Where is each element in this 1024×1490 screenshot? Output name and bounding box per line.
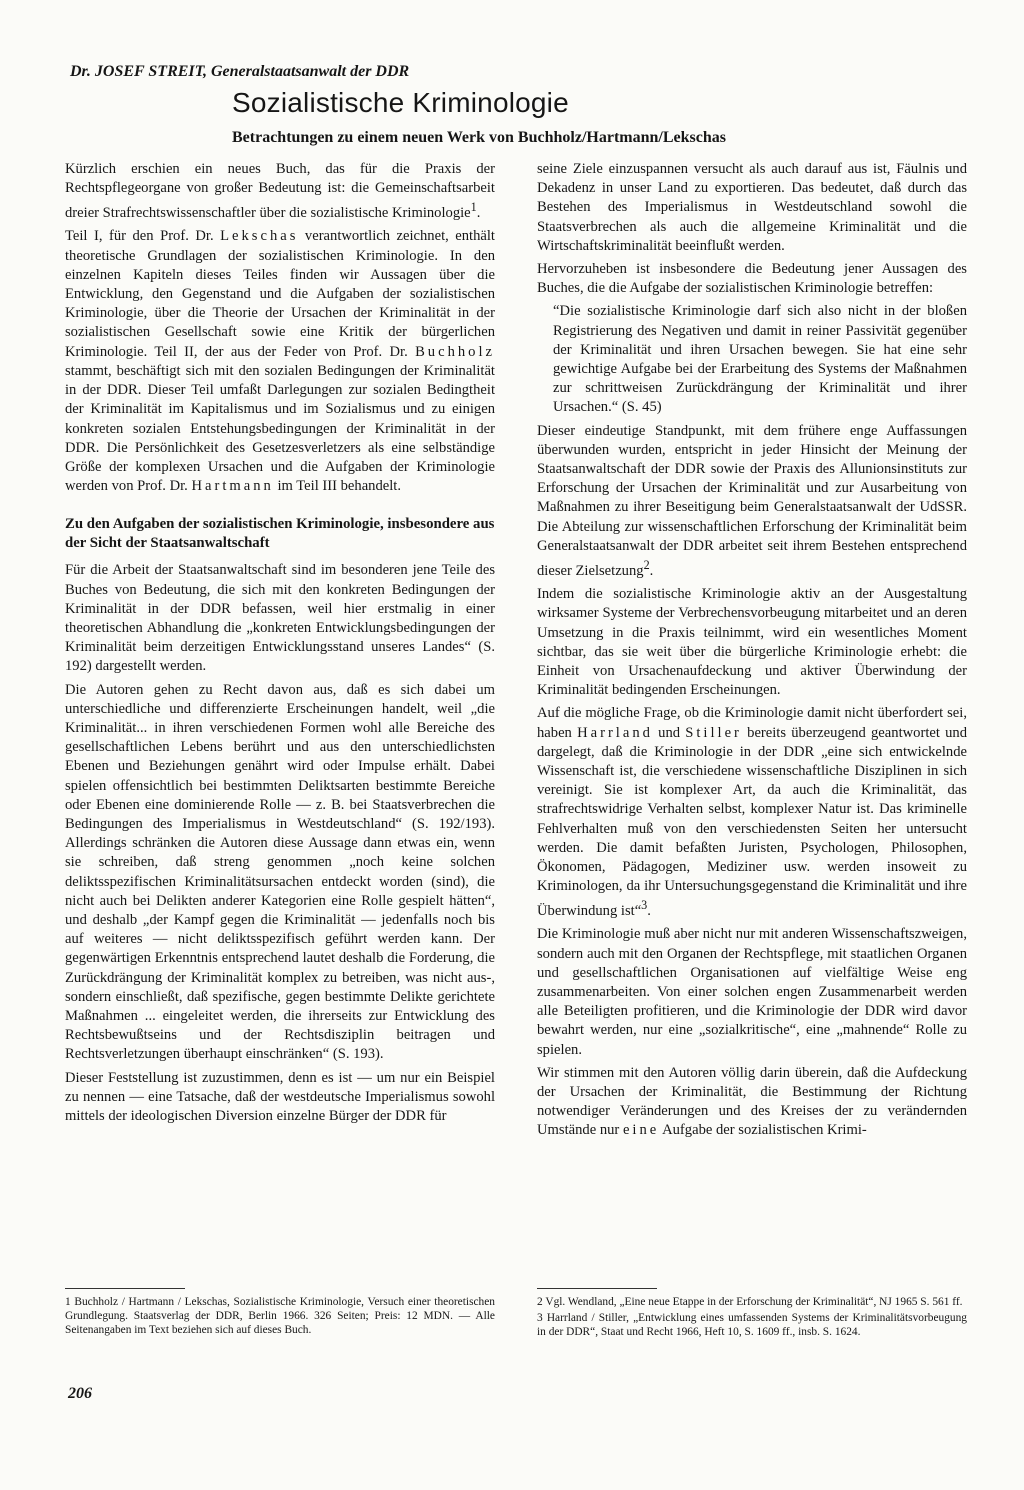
- footnotes-right: [537, 1295, 967, 1341]
- footnote: 3 Harrland / Stiller, „Entwicklung eines umfassenden Systems der Kriminalitätsvorbeugung in der DDR“, Staat und Recht 1966, Heft 10, S. 1609 ff., insb. S. 1624.: [537, 1312, 967, 1338]
- paragraph: Dieser eindeutige Standpunkt, mit dem frühere enge Auffassungen überwunden wurden, entspricht in jeder Hinsicht der Meinung der Staatsanwaltschaft der DDR sowie der Praxis des Allunionsinstituts zur Erforschung der Ursachen der Kriminalität und zur Ausarbeitung von Maßnahmen zu ihrer Beseitigung beim Generalstaatsanwalt der UdSSR. Die Abteilung zur wissenschaftlichen Erforschung der Kriminalität beim Generalstaatsanwalt der DDR arbeitet seit ihrem Bestehen entsprechend dieser Zielsetzung$^2$.: [537, 422, 967, 579]
- emphasis: eine: [622, 1122, 660, 1139]
- footnote-divider: [65, 1288, 185, 1289]
- article-subtitle: Betrachtungen zu einem neuen Werk von Buchholz/Hartmann/Lekschas: [232, 129, 726, 146]
- paragraph: Kürzlich erschien ein neues Buch, das für die Praxis der Rechtspflegeorgane von großer Bedeutung ist: die Gemeinschaftsarbeit dreier Strafrechtswissenschaftler über die sozialistische Kriminologie$^1$.: [65, 161, 495, 222]
- left-column: [65, 160, 495, 1130]
- paragraph: Auf die mögliche Frage, ob die Kriminologie damit nicht überfordert sei, haben Harrland und Stiller bereits überzeugend geantwortet und dargelegt, daß die Kriminologie in der DDR „eine sich entwickelnde Wissenschaft ist, die verschiedene wissenschaftliche Disziplinen in sich vereinigt. Sie ist komplexer Art, da auch die Kriminalität, das strafrechtswidrige Verhalten selbst, komplexer Natur ist. Das kriminelle Fehlverhalten muß von den verschiedensten Seiten her untersucht werden. Die damit befaßten Juristen, Psychologen, Philosophen, Ökonomen, Pädagogen, Mediziner usw. werden insoweit zu Kriminologen, da ihr Untersuchungsgegenstand die Kriminalität und ihre Überwindung ist“$^3$.: [537, 705, 967, 920]
- footnote-ref: 3: [641, 898, 648, 913]
- footnotes-left: [65, 1295, 495, 1339]
- block-quote: “Die sozialistische Kriminologie darf sich also nicht in der bloßen Registrierung des Negativen und damit in reiner Passivität gegenüber der Kriminalität und ihren Ursachen bewegen. Sie hat eine sehr gewichtige Aufgabe bei der Erarbeitung des Systems der Maßnahmen zur schrittweisen Zurückdrängung der Kriminalität und ihrer Ursachen.“ (S. 45): [553, 303, 967, 416]
- paragraph: Die Autoren gehen zu Recht davon aus, daß es sich dabei um unterschiedliche und differenzierte Erscheinungen handelt, weil „die Kriminalität... in ihren verschiedenen Formen wohl alle Bereiche des gesellschaftlichen Lebens berührt und aus den unterschiedlichsten Ebenen und Beziehungen genährt wird oder Impulse erhält. Dabei spielen offensichtlich bei bestimmten Deliktsarten bestimmte Bereiche oder Ebenen eine dominierende Rolle — z. B. bei Staatsverbrechen die Bedingungen des Imperialismus in Westdeutschland“ (S. 192/193). Allerdings schränken die Autoren diese Aussage dann etwas ein, wenn sie schreiben, daß streng genommen „noch keine solchen deliktsspezifischen Kriminalitätsursachen entdeckt worden (sind), die nicht auch bei Delikten anderer Kategorien eine Rolle gespielt hätten“, und deshalb „der Kampf gegen die Kriminalität — jedenfalls noch bis auf weiteres — nicht deliktsspezifisch geführt werden kann. Der gegenwärtigen Erkenntnis entsprechend lautet deshalb die Forderung, die Zurückdrängung der Kriminalität komplex zu betreiben, was nicht aus-, sondern einschließt, daß spezifische, gegen bestimmte Delikte gerichtete Maßnahmen ... eingeleitet werden, die ihrerseits zur Entwicklung des Rechtsbewußtseins und der Rechtsdisziplin beitragen und Rechtsverletzungen überhaupt einschränken“ (S. 193).: [65, 681, 495, 1063]
- footnote: 1 Buchholz / Hartmann / Lekschas, Sozialistische Kriminologie, Versuch einer theoretischen Grundlegung. Staatsverlag der DDR, Berlin 1966. 326 Seiten; Preis: 12 MDN. — Alle Seitenangaben im Text beziehen sich auf dieses Buch.: [65, 1296, 495, 1336]
- footnote-ref: 2: [643, 558, 650, 573]
- paragraph: seine Ziele einzuspannen versucht als auch darauf aus ist, Fäulnis und Dekadenz in unser Land zu exportieren. Das bedeutet, daß durch das Bestehen des Imperialismus in Westdeutschland sowohl die Staatsverbrechen als auch die allgemeine Kriminalität und die Wirtschaftskriminalität beeinflußt werden.: [537, 161, 967, 254]
- article-title: Sozialistische Kriminologie: [232, 87, 569, 118]
- footnote-ref: 1: [470, 200, 477, 215]
- paragraph: Teil I, für den Prof. Dr. Lekschas verantwortlich zeichnet, enthält theoretische Grundlagen der sozialistischen Kriminologie. In den einzelnen Kapiteln dieses Teiles finden wir Aussagen über die Entwicklung, den Gegenstand und die Aufgaben der sozialistischen Kriminologie, über die Theorie der Ursachen der Kriminalität in der sozialistischen Gesellschaft sowie eine Kritik der bürgerlichen Kriminologie. Teil II, der aus der Feder von Prof. Dr. Buchholz stammt, beschäftigt sich mit den sozialen Bedingungen der Kriminalität in der DDR. Dieser Teil umfaßt Darlegungen zur sozialen Bedingtheit der Kriminalität im Kapitalismus und im Sozialismus und zu einigen konkreten sozialen Entstehungsbedingungen der Kriminalität in der DDR. Die Persönlichkeit des Gesetzesverletzers als eine selbständige Größe der komplexen Ursachen und die Aufgaben der Kriminologie werden von Prof. Dr. Hartmann im Teil III behandelt.: [65, 228, 495, 495]
- right-column: [537, 160, 967, 1145]
- author-name: Stiller: [685, 724, 742, 741]
- footnote: 2 Vgl. Wendland, „Eine neue Etappe in der Erforschung der Kriminalität“, NJ 1965 S. 561 ff.: [537, 1296, 963, 1308]
- paragraph: Wir stimmen mit den Autoren völlig darin überein, daß die Aufdeckung der Ursachen der Kriminalität, die Bestimmung der Richtung notwendiger Veränderungen und des Kreises der zu verändernden Umstände nur eine Aufgabe der sozialistischen Krimi-: [537, 1064, 967, 1139]
- paragraph: Hervorzuheben ist insbesondere die Bedeutung jener Aussagen des Buches, die die Aufgabe der sozialistischen Kriminologie betreffen:: [537, 261, 967, 297]
- author-line: Dr. JOSEF STREIT, Generalstaatsanwalt der DDR: [70, 63, 410, 80]
- footnote-divider: [537, 1288, 657, 1289]
- section-heading: Zu den Aufgaben der sozialistischen Kriminologie, insbesondere aus der Sicht der Staatsanwaltschaft: [65, 516, 495, 552]
- author-name: Buchholz: [415, 343, 495, 360]
- paragraph: Die Kriminologie muß aber nicht nur mit anderen Wissenschaftszweigen, sondern auch mit den Organen der Rechtspflege, mit staatlichen Organen und gesellschaftlichen Organisationen auf vielfältige Weise eng zusammenarbeiten. Von einer solchen engen Zusammenarbeit werden alle Beteiligten profitieren, und die Kriminologie der DDR wird davor bewahrt werden, nur eine „sozialkritische“, eine „mahnende“ Rolle zu spielen.: [537, 926, 967, 1058]
- author-name: Harrland: [577, 724, 653, 741]
- author-name: Lekschas: [220, 228, 299, 245]
- paragraph: Indem die sozialistische Kriminologie aktiv an der Ausgestaltung wirksamer Systeme der Verbrechensvorbeugung mitarbeitet und an deren Umsetzung in die Praxis teilnimmt, wird ein wesentliches Moment sichtbar, das sie weit über die bürgerliche Kriminologie erhebt: die Einheit von Ursachenaufdeckung und aktiver Überwindung der Kriminalität bedingenden Erscheinungen.: [537, 586, 967, 699]
- paragraph: Für die Arbeit der Staatsanwaltschaft sind im besonderen jene Teile des Buches von Bedeutung, die sich mit den konkreten Bedingungen der Kriminalität in der DDR befassen, weil hier erstmalig in einer theoretischen Abhandlung die „konkreten Entwicklungsbedingungen der Kriminalität beim derzeitigen Entwicklungsstand unseres Landes“ (S. 192) dargestellt werden.: [65, 562, 495, 675]
- author-name: Hartmann: [191, 478, 274, 495]
- paragraph: Dieser Feststellung ist zuzustimmen, denn es ist — um nur ein Beispiel zu nennen — eine Tatsache, daß der westdeutsche Imperialismus sowohl mittels der ideologischen Diversion einzelne Bürger der DDR für: [65, 1069, 495, 1124]
- page-number: 206: [68, 1385, 92, 1402]
